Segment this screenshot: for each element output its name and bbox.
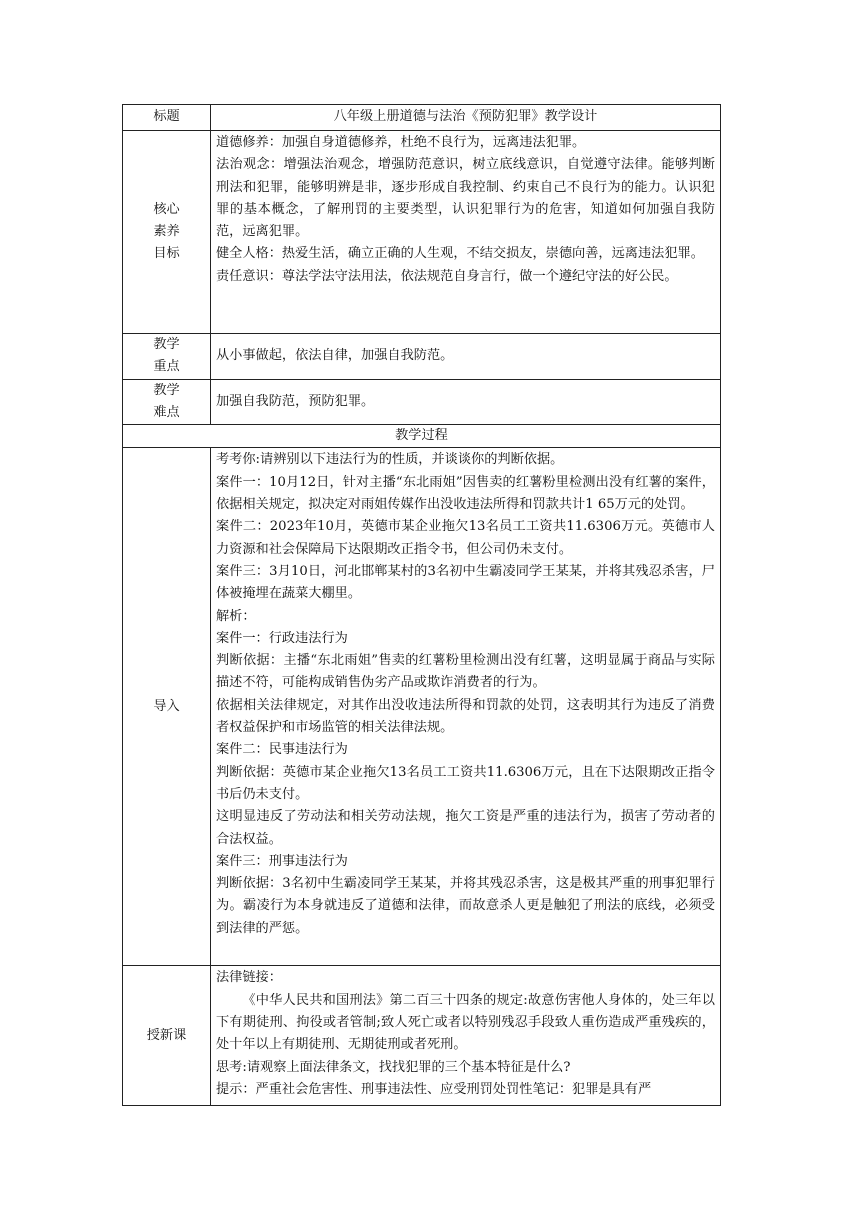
difficulty-label-line: 教学: [153, 382, 180, 398]
document-title: 八年级上册道德与法治《预防犯罪》教学设计: [211, 105, 721, 131]
intro-question: 考考你:请辨别以下违法行为的性质，并谈谈你的判断依据。: [216, 452, 564, 468]
goal-law: 法治观念：增强法治观念，增强防范意识，树立底线意识，自觉遵守法律。能够判断刑法和犯罪，能够明辨是非，逐步形成自我控制、约束自己不良行为的能力。认识犯罪的基本概念，了解刑罚的主要类型，认识犯罪行为的危害，知道如何加强自我防范，远离犯罪。: [216, 157, 715, 240]
goal-responsibility: 责任意识：尊法学法守法用法，依法规范自身言行，做一个遵纪守法的好公民。: [216, 268, 678, 284]
new-lesson-label: 授新课: [123, 966, 211, 1106]
case-one: 案件一：10月12日，针对主播“东北雨姐”因售卖的红薯粉里检测出没有红薯的案件，依据相关规定，拟决定对雨姐传媒作出没收违法所得和罚款共计1 65万元的处罚。: [216, 474, 715, 513]
difficulty-label: [123, 379, 211, 425]
difficulty-row: [123, 379, 721, 425]
key-point-label-line: 重点: [153, 359, 180, 375]
difficulty-text: 加强自我防范，预防犯罪。: [211, 379, 721, 425]
new-lesson-content: [211, 966, 721, 1106]
analysis-heading: 解析：: [216, 608, 256, 624]
case-three: 案件三：3月10日，河北邯郸某村的3名初中生霸凌同学王某某，并将其残忍杀害，尸体被掩埋在蔬菜大棚里。: [216, 563, 715, 602]
case-three-basis: 判断依据：3名初中生霸凌同学王某某，并将其残忍杀害，这是极其严重的刑事犯罪行为。霸凌行为本身就违反了道德和法律，而故意杀人更是触犯了刑法的底线，必须受到法律的严惩。: [216, 876, 715, 936]
case-two-type: 案件二：民事违法行为: [216, 742, 348, 758]
goal-moral: 道德修养：加强自身道德修养，杜绝不良行为，远离违法犯罪。: [216, 135, 586, 150]
case-one-law: 依据相关法律规定，对其作出没收违法所得和罚款的处罚，这表明其行为违反了消费者权益保护和市场监管的相关法律法规。: [216, 697, 715, 736]
case-one-basis: 判断依据：主播“东北雨姐”售卖的红薯粉里检测出没有红薯，这明显属于商品与实际描述不符，可能构成销售伪劣产品或欺诈消费者的行为。: [216, 653, 715, 691]
case-two: 案件二：2023年10月，英德市某企业拖欠13名员工工资共11.6306万元。英德市人力资源和社会保障局下达限期改正指令书，但公司仍未支付。: [216, 519, 715, 557]
key-point-text: 从小事做起，依法自律，加强自我防范。: [211, 334, 721, 380]
lesson-plan-table: [122, 104, 721, 1106]
key-point-label: [123, 334, 211, 380]
case-two-basis: 判断依据：英德市某企业拖欠13名员工工资共11.6306万元，且在下达限期改正指令书后仍未支付。: [216, 764, 715, 802]
hint-text: 提示：严重社会危害性、刑事违法性、应受刑罚处罚性笔记：犯罪是具有严: [216, 1081, 652, 1097]
lesson-plan-sheet: [122, 104, 720, 1106]
criminal-law-article: 《中华人民共和国刑法》第二百三十四条的规定:故意伤害他人身体的，处三年以下有期徒刑、拘役或者管制;致人死亡或者以特别残忍手段致人重伤造成严重残疾的，处十年以上有期徒刑、无期徒刑或者死刑。: [216, 992, 715, 1053]
case-two-law: 这明显违反了劳动法和相关劳动法规，拖欠工资是严重的违法行为，损害了劳动者的合法权益。: [216, 809, 715, 847]
intro-content: [211, 448, 721, 966]
new-lesson-row: [123, 966, 721, 1106]
process-heading: 教学过程: [123, 425, 721, 448]
title-label: 标题: [123, 105, 211, 131]
difficulty-label-line: 难点: [153, 404, 180, 420]
case-three-type: 案件三：刑事违法行为: [216, 853, 348, 869]
goals-row: [123, 131, 721, 334]
law-link-heading: 法律链接：: [216, 970, 282, 986]
intro-label: 导入: [123, 448, 211, 966]
process-heading-row: [123, 425, 721, 448]
goals-label: [123, 131, 211, 334]
goals-label-line: 目标: [153, 246, 180, 262]
case-one-type: 案件一：行政违法行为: [216, 630, 348, 646]
think-question: 思考:请观察上面法律条文，找找犯罪的三个基本特征是什么?: [216, 1059, 571, 1075]
goals-label-line: 素养: [153, 223, 180, 239]
goal-personality: 健全人格：热爱生活，确立正确的人生观，不结交损友，崇德向善，远离违法犯罪。: [216, 246, 704, 262]
key-point-label-line: 教学: [153, 337, 180, 352]
goals-content: [211, 131, 721, 334]
key-point-row: [123, 334, 721, 380]
title-row: [123, 105, 721, 131]
intro-row: [123, 448, 721, 966]
goals-label-line: 核心: [153, 201, 180, 217]
